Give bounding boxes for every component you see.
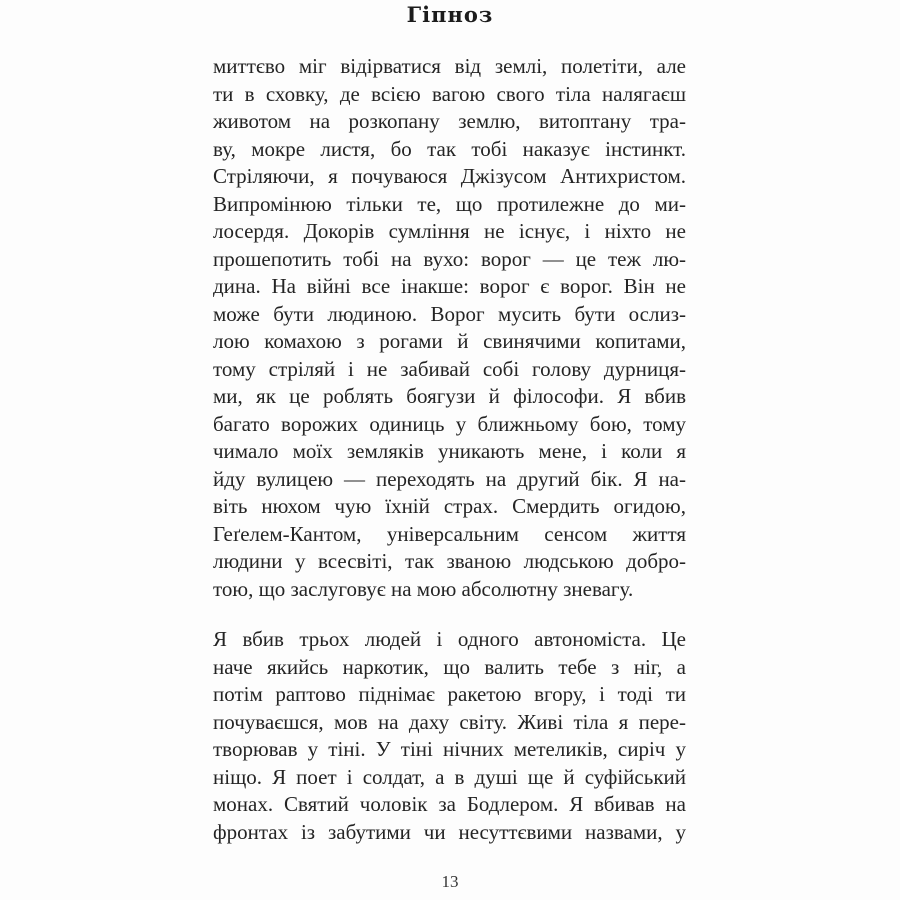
text-line: чимало моїх земляків уникають мене, і коли я [213,439,686,463]
text-line: багато ворожих одиниць у ближньому бою, тому [213,411,686,436]
text-line: Я вбив трьох людей і одного автономіста. Це [213,627,686,651]
text-line: Геґелем-Кантом, універсальним сенсом життя [213,521,686,546]
paragraph [213,626,686,846]
text-line: ми, як це роблять боягузи й філософи. Я вбив [213,384,686,408]
text-line: ти в сховку, де всією вагою свого тіла налягаєш [213,81,686,106]
text-line: прошепотить тобі на вухо: ворог — це теж лю- [213,246,686,271]
text-line: потім раптово піднімає ракетою вгору, і тоді ти [213,682,686,706]
text-line: тому стріляй і не забивай собі голову дурниця- [213,356,686,381]
chapter-title: Гіпноз [406,2,494,27]
text-line: ву, мокре листя, бо так тобі наказує інстинкт. [213,136,686,161]
text-line: тою, що заслуговує на мою абсолютну зневагу. [213,576,634,601]
paragraph [213,53,686,603]
page-number: 13 [441,872,459,891]
text-line: лою комахою з рогами й свинячими копитами, [213,329,686,353]
text-line: творював у тіні. У тіні нічних метеликів, сиріч у [213,737,686,761]
text-line: може бути людиною. Ворог мусить бути ослиз- [213,301,686,326]
text-block [213,53,686,846]
text-line: животом на розкопану землю, витоптану тра- [213,109,686,133]
text-line: ніщо. Я поет і солдат, а в душі ще й суфійський [213,764,686,789]
text-line: віть нюхом чую їхній страх. Смердить огидою, [213,494,686,518]
text-line: фронтах із забутими чи несуттєвими назвами, у [213,819,686,844]
text-line: монах. Святий чоловік за Бодлером. Я вбивав на [213,792,686,816]
text-line: Стріляючи, я почуваюся Джізусом Антихристом. [213,164,686,188]
text-line: наче якийсь наркотик, що валить тебе з ніг, а [213,654,686,679]
text-line: йду вулицею — переходять на другий бік. Я на- [213,466,686,491]
text-line: миттєво міг відірватися від землі, полетіти, але [213,54,686,78]
text-line: почуваєшся, мов на даху світу. Живі тіла я пере- [213,709,686,734]
text-line: Випромінюю тільки те, що протилежне до ми- [213,191,686,216]
text-line: людини у всесвіті, так званою людською добро- [213,549,686,573]
text-line: лосердя. Докорів сумління не існує, і ніхто не [213,219,686,243]
text-line: дина. На війні все інакше: ворог є ворог. Він не [213,274,686,298]
